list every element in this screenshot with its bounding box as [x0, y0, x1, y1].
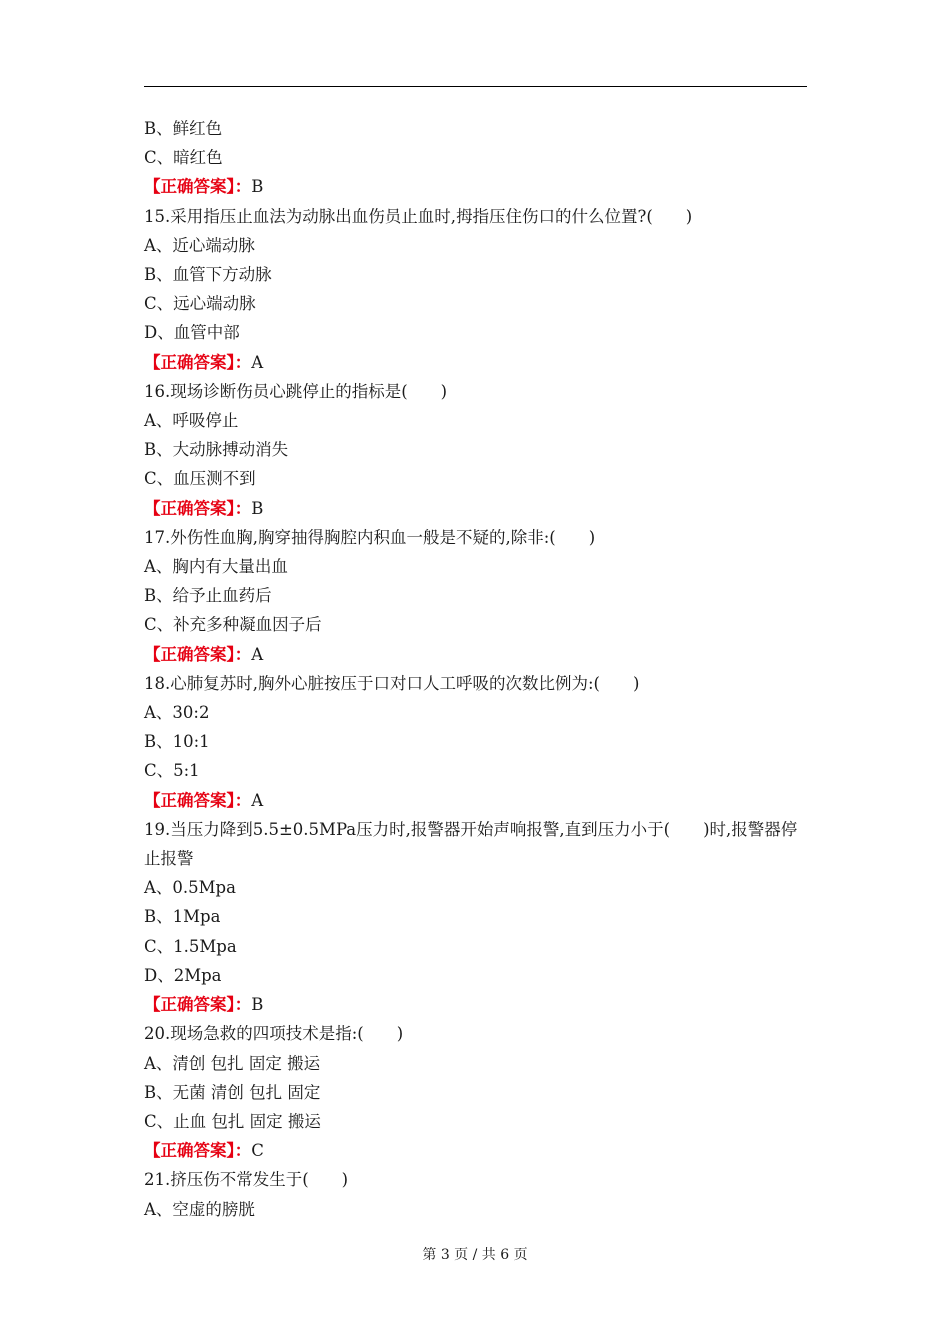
answer-value: A — [251, 644, 264, 664]
option-text: B、给予止血药后 — [144, 586, 272, 606]
question-text: 16.现场诊断伤员心跳停止的指标是( ) — [144, 381, 448, 401]
page-footer: 第 3 页 / 共 6 页 — [422, 1247, 528, 1263]
answer-line — [144, 990, 806, 1019]
answer-value: C — [251, 1141, 264, 1161]
option-text: C、5:1 — [144, 761, 200, 781]
option-text: B、1Mpa — [144, 907, 221, 927]
option-text: B、鲜红色 — [144, 119, 223, 138]
answer-label: 【正确答案】： — [144, 995, 252, 1015]
question-text: 17.外伤性血胸,胸穿抽得胸腔内积血一般是不疑的,除非:( ) — [144, 527, 596, 547]
option-text: A、呼吸停止 — [144, 411, 239, 431]
answer-label: 【正确答案】： — [144, 498, 252, 518]
question-text: 18.心肺复苏时,胸外心脏按压于口对口人工呼吸的次数比例为:( ) — [144, 673, 640, 693]
question-text: 20.现场急救的四项技术是指:( ) — [144, 1024, 404, 1044]
answer-line — [144, 1136, 806, 1165]
option-text: C、1.5Mpa — [144, 936, 237, 956]
answer-line — [144, 640, 806, 669]
answer-line — [144, 172, 806, 201]
answer-value: B — [251, 995, 264, 1015]
option-text: A、近心端动脉 — [144, 235, 255, 255]
option-text: A、清创 包扎 固定 搬运 — [144, 1053, 321, 1073]
option-text: C、补充多种凝血因子后 — [144, 615, 322, 635]
answer-label: 【正确答案】： — [144, 790, 252, 810]
option-text: C、血压测不到 — [144, 469, 256, 489]
header-rule — [144, 86, 807, 87]
option-text: B、血管下方动脉 — [144, 265, 272, 285]
answer-value: B — [251, 498, 264, 518]
option-text: A、空虚的膀胱 — [144, 1199, 255, 1219]
option-text: A、胸内有大量出血 — [144, 557, 288, 577]
answer-label: 【正确答案】： — [144, 1141, 252, 1161]
answer-label: 【正确答案】： — [144, 644, 252, 664]
option-text: D、血管中部 — [144, 323, 240, 343]
question-text: 19.当压力降到5.5±0.5MPa压力时,报警器开始声响报警,直到压力小于( )时,报警器停止报警 — [144, 819, 798, 869]
question-text: 21.挤压伤不常发生于( ) — [144, 1170, 349, 1190]
option-text: C、远心端动脉 — [144, 294, 256, 314]
option-text: A、30:2 — [144, 703, 210, 723]
answer-line — [144, 786, 806, 815]
answer-value: A — [251, 790, 264, 810]
option-text: B、大动脉搏动消失 — [144, 440, 289, 460]
answer-label: 【正确答案】： — [144, 177, 252, 197]
question-text: 15.采用指压止血法为动脉出血伤员止血时,拇指压住伤口的什么位置?( ) — [144, 206, 693, 226]
option-text: C、止血 包扎 固定 搬运 — [144, 1111, 321, 1131]
answer-label: 【正确答案】： — [144, 352, 252, 372]
option-text: A、0.5Mpa — [144, 878, 236, 898]
option-text: B、无菌 清创 包扎 固定 — [144, 1082, 321, 1102]
answer-value: B — [251, 177, 264, 197]
option-text: C、暗红色 — [144, 148, 223, 168]
document-body — [144, 114, 806, 1224]
option-text: D、2Mpa — [144, 965, 222, 985]
answer-value: A — [251, 352, 264, 372]
answer-line — [144, 348, 806, 377]
answer-line — [144, 494, 806, 523]
option-text: B、10:1 — [144, 732, 210, 752]
